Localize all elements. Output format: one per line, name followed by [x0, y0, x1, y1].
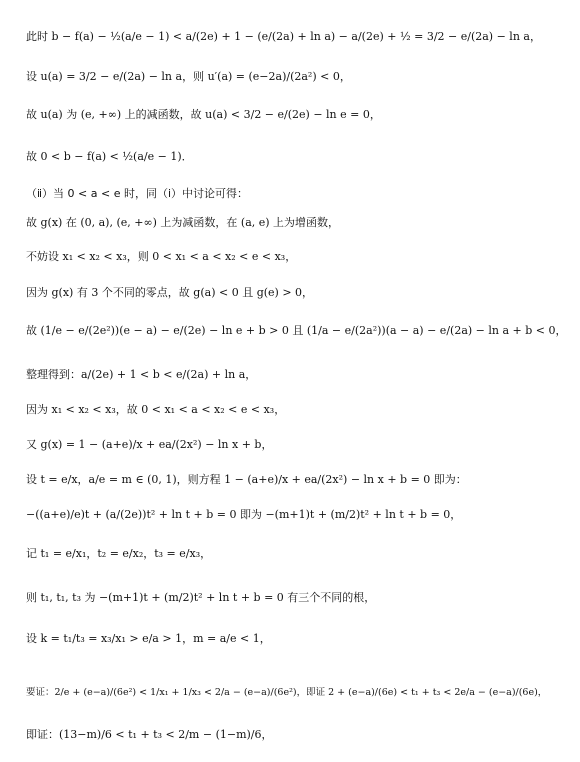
math-line-18: 要证：2/e + (e−a)/(6e²) < 1/x₁ + 1/x₃ < 2/a − (e−a)/(6e²)，即证 2 + (e−a)/(6e) < t₁ + t₃ < 2e/a − (e−a)/(6e)，: [26, 687, 548, 698]
math-line-14: −((a+e)/e)t + (a/(2e))t² + ln t + b = 0 即为 −(m+1)t + (m/2)t² + ln t + b = 0，: [26, 508, 462, 521]
math-line-8: 因为 g(x) 有 3 个不同的零点，故 g(a) < 0 且 g(e) > 0，: [26, 286, 314, 299]
math-line-1: 此时 b − f(a) − ½(a/e − 1) < a/(2e) + 1 − (e/(2a) + ln a) − a/(2e) + ½ = 3/2 − e/(2a) − ln a，: [26, 30, 541, 43]
math-line-2: 设 u(a) = 3/2 − e/(2a) − ln a，则 u′(a) = (e−2a)/(2a²) < 0，: [26, 70, 351, 83]
math-line-11: 因为 x₁ < x₂ < x₃，故 0 < x₁ < a < x₂ < e < x₃，: [26, 403, 286, 416]
math-line-19: 即证：(13−m)/6 < t₁ + t₃ < 2/m − (1−m)/6，: [26, 728, 273, 741]
math-line-4: 故 0 < b − f(a) < ½(a/e − 1)．: [26, 150, 193, 163]
math-line-9: 故 (1/e − e/(2e²))(e − a) − e/(2e) − ln e + b > 0 且 (1/a − e/(2a²))(a − a) − e/(2a) − ln a + b < 0，: [26, 324, 567, 337]
math-line-15: 记 t₁ = e/x₁，t₂ = e/x₂，t₃ = e/x₃，: [26, 547, 212, 560]
math-line-16: 则 t₁, t₁, t₃ 为 −(m+1)t + (m/2)t² + ln t + b = 0 有三个不同的根，: [26, 591, 376, 604]
math-line-12: 又 g(x) = 1 − (a+e)/x + ea/(2x²) − ln x + b，: [26, 438, 273, 451]
math-line-3: 故 u(a) 为 (e, +∞) 上的减函数，故 u(a) < 3/2 − e/(2e) − ln e = 0，: [26, 108, 381, 121]
math-line-13: 设 t = e/x，a/e = m ∈ (0, 1)，则方程 1 − (a+e)/x + ea/(2x²) − ln x + b = 0 即为：: [26, 473, 467, 486]
math-line-10: 整理得到：a/(2e) + 1 < b < e/(2a) + ln a，: [26, 368, 257, 381]
math-line-17: 设 k = t₁/t₃ = x₃/x₁ > e/a > 1，m = a/e < 1，: [26, 632, 271, 645]
math-line-5: （ⅱ）当 0 < a < e 时，同（ⅰ）中讨论可得：: [26, 187, 249, 200]
math-line-7: 不妨设 x₁ < x₂ < x₃，则 0 < x₁ < a < x₂ < e < x₃，: [26, 250, 297, 263]
math-line-6: 故 g(x) 在 (0, a), (e, +∞) 上为减函数，在 (a, e) 上为增函数，: [26, 216, 340, 229]
